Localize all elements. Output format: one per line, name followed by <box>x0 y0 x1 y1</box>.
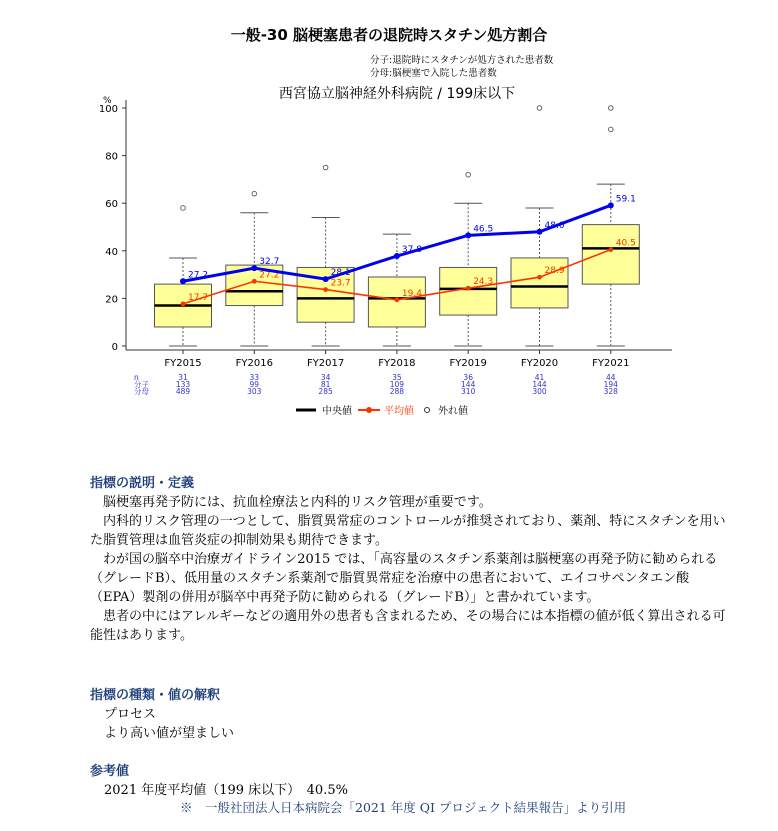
definition-paragraph: わが国の脳卒中治療ガイドライン2015 では、「高容量のスタチン系薬剤は脳梗塞の再発予防に勧められる（グレードB）、低用量のスタチン系薬剤で脂質異常症を治療中の患者において、エイコサペンタエン酸（EPA）製剤の併用が脳卒中再発予防に勧められる（グレードB）」と書かれています。 <box>90 552 718 605</box>
legend-outlier-label: 外れ値 <box>438 406 468 417</box>
x-tick-label: FY2018 <box>378 358 416 369</box>
count-n: 44 <box>606 373 616 382</box>
legend-median-label: 中央値 <box>322 406 352 417</box>
box <box>582 225 639 285</box>
x-tick-label: FY2021 <box>592 358 630 369</box>
count-denominator: 300 <box>532 387 547 396</box>
mean-label: 17.7 <box>188 292 209 303</box>
mean-point <box>323 287 328 292</box>
count-n: 33 <box>249 373 260 382</box>
mean-label: 28.9 <box>544 266 565 277</box>
legend <box>296 404 468 417</box>
reference-heading: 参考値 <box>90 764 130 779</box>
hospital-point <box>608 202 614 208</box>
outlier-point <box>466 172 471 177</box>
interpretation-section <box>90 686 730 743</box>
mean-label: 23.7 <box>330 278 351 289</box>
hospital-point <box>465 232 471 238</box>
hospital-label: 59.1 <box>615 194 636 205</box>
mean-point <box>466 286 471 291</box>
count-numerator: 194 <box>603 380 618 389</box>
mean-point <box>537 275 542 280</box>
count-n: 36 <box>463 373 473 382</box>
outlier-point <box>609 106 614 111</box>
mean-point <box>181 301 186 306</box>
interpretation-line: より高い値が望ましい <box>104 726 235 741</box>
mean-label: 19.4 <box>401 288 422 299</box>
y-tick-label: 100 <box>98 104 118 115</box>
outlier-point <box>181 206 186 211</box>
denominator-label: 分母:脳梗塞で入院した患者数 <box>370 68 497 79</box>
outlier-point <box>252 191 257 196</box>
y-tick-label: 40 <box>105 246 118 258</box>
x-tick-label: FY2016 <box>235 358 273 369</box>
count-row-label: 分子 <box>134 380 149 389</box>
hospital-label: 32.7 <box>259 257 280 268</box>
count-n: 35 <box>392 373 402 382</box>
outlier-point <box>323 165 328 170</box>
count-row-label: 分母 <box>134 387 149 396</box>
mean-point <box>608 247 613 252</box>
count-denominator: 303 <box>247 387 262 396</box>
count-denominator: 489 <box>175 387 191 396</box>
count-n: 31 <box>178 373 188 382</box>
y-tick-label: 60 <box>105 199 118 211</box>
count-denominator: 328 <box>603 387 618 396</box>
hospital-point <box>537 229 543 235</box>
chart-subtitle: 西宮協立脳神経外科病院 / 199床以下 <box>278 86 516 102</box>
y-tick-label: 80 <box>105 151 118 163</box>
hospital-point <box>394 253 400 259</box>
reference-citation: ※ 一般社団法人日本病院会「2021 年度 QI プロジェクト結果報告」より引用 <box>180 800 627 815</box>
count-numerator: 99 <box>249 380 260 389</box>
count-denominator: 285 <box>318 387 333 396</box>
y-unit-label: % <box>103 96 112 106</box>
count-denominator: 310 <box>461 387 476 396</box>
mean-point <box>252 279 257 284</box>
hospital-label: 48.0 <box>544 220 565 231</box>
y-tick-label: 20 <box>105 294 118 306</box>
definition-section <box>90 474 730 645</box>
definition-paragraph: 患者の中にはアレルギーなどの適用外の患者も含まれるため、その場合には本指標の値が低く算出される可能性はあります。 <box>90 609 726 643</box>
hospital-label: 27.2 <box>188 270 209 281</box>
mean-label: 27.2 <box>259 270 280 281</box>
definition-paragraph: 脳梗塞再発予防には、抗血栓療法と内科的リスク管理が重要です。 <box>103 495 492 510</box>
x-tick-label: FY2015 <box>164 358 202 369</box>
numerator-label: 分子:退院時にスタチンが処方された患者数 <box>370 55 554 66</box>
hospital-label: 28.1 <box>330 268 351 279</box>
count-n: 34 <box>320 373 331 382</box>
count-numerator: 81 <box>320 380 331 389</box>
hospital-point <box>180 278 186 284</box>
definition-heading: 指標の説明・定義 <box>90 476 195 491</box>
outlier-point <box>609 127 614 132</box>
outlier-point <box>537 106 542 111</box>
reference-value: 2021 年度平均値（199 床以下） 40.5% <box>104 783 348 798</box>
interpretation-heading: 指標の種類・値の解釈 <box>90 688 221 703</box>
hospital-point <box>323 276 329 282</box>
count-numerator: 133 <box>175 380 191 389</box>
mean-label: 40.5 <box>615 238 636 249</box>
chart-title: 一般-30 脳梗塞患者の退院時スタチン処方割合 <box>230 26 548 44</box>
count-denominator: 288 <box>389 387 405 396</box>
definition-paragraph: 内科的リスク管理の一つとして、脂質異常症のコントロールが推奨されており、薬剤、特にスタチンを用いた脂質管理は血管炎症の抑制効果も期待できます。 <box>90 514 726 548</box>
count-n: 41 <box>534 373 545 382</box>
hospital-label: 37.8 <box>401 245 422 256</box>
count-numerator: 109 <box>389 380 405 389</box>
y-tick-label: 0 <box>111 342 118 353</box>
hospital-point <box>251 265 257 271</box>
x-tick-label: FY2020 <box>520 358 559 369</box>
hospital-label: 46.5 <box>473 224 494 235</box>
legend-mean-marker <box>366 407 372 413</box>
count-row-label: n <box>134 373 139 382</box>
legend-outlier-marker <box>425 408 430 413</box>
mean-point <box>395 297 400 302</box>
count-numerator: 144 <box>532 380 547 389</box>
x-tick-label: FY2017 <box>306 358 345 369</box>
x-tick-label: FY2019 <box>449 358 487 369</box>
legend-mean-label: 平均値 <box>384 406 414 417</box>
mean-label: 24.3 <box>473 277 494 288</box>
plot-layer <box>99 104 639 396</box>
reference-section <box>90 762 730 800</box>
count-numerator: 144 <box>461 380 476 389</box>
interpretation-line: プロセス <box>104 707 157 722</box>
